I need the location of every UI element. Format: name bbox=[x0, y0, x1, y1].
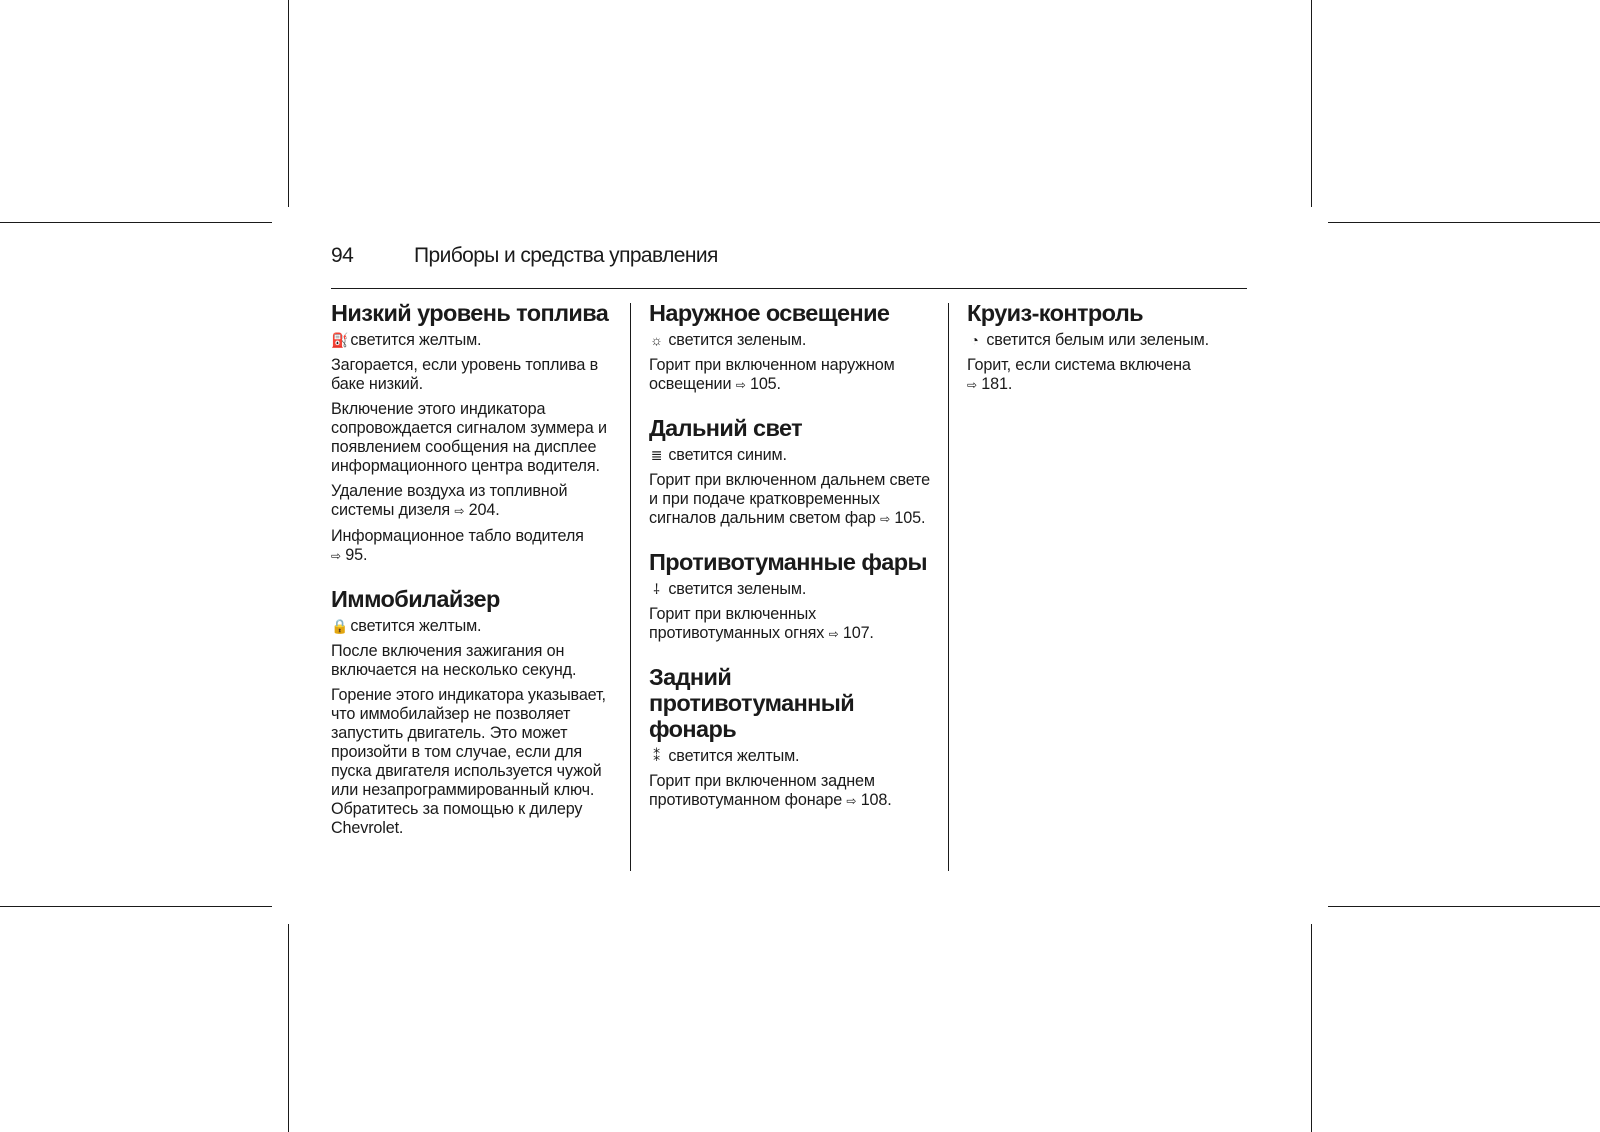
status-text: светится зеленым. bbox=[668, 331, 807, 349]
paragraph bbox=[331, 527, 616, 566]
page-ref-arrow-icon: ⇨ bbox=[454, 504, 465, 518]
paragraph bbox=[331, 482, 616, 521]
page-ref-arrow-icon: ⇨ bbox=[331, 549, 341, 563]
paragraph: Включение этого индикатора сопровождается сигналом зуммера и появлением сообщения на дисплее информационного центра водителя. bbox=[331, 400, 607, 475]
crop-mark bbox=[1311, 0, 1312, 207]
cruise-control-icon: ◔ bbox=[970, 332, 979, 348]
section-cruise-control bbox=[967, 300, 1252, 395]
page-ref-arrow-icon: ⇨ bbox=[967, 378, 977, 392]
paragraph bbox=[967, 356, 1252, 395]
high-beam-icon: ≣ bbox=[650, 447, 663, 463]
front-fog-light-icon: ⸸ bbox=[653, 581, 660, 597]
indicator-status bbox=[331, 617, 616, 636]
section-title: Низкий уровень топлива bbox=[331, 300, 609, 326]
column-divider bbox=[630, 303, 631, 871]
section-title: Круиз-контроль bbox=[967, 300, 1144, 326]
page-ref-arrow-icon: ⇨ bbox=[846, 794, 857, 808]
page-ref-arrow-icon: ⇨ bbox=[880, 512, 891, 526]
section-title: Задний противотуманный фонарь bbox=[649, 664, 855, 742]
page-ref[interactable]: 95. bbox=[345, 546, 368, 564]
indicator-status bbox=[649, 446, 934, 465]
section-title: Противотуманные фары bbox=[649, 549, 927, 575]
status-text: светится синим. bbox=[668, 446, 787, 464]
paragraph-text: Горит при включенном наружном освещении bbox=[649, 356, 895, 393]
section-rear-fog bbox=[649, 664, 934, 811]
status-text: светится желтым. bbox=[668, 747, 800, 765]
status-text: светится белым или зеленым. bbox=[986, 331, 1209, 349]
page-header bbox=[331, 244, 1247, 288]
crop-mark bbox=[288, 924, 289, 1132]
crop-mark bbox=[1328, 222, 1600, 223]
paragraph: После включения зажигания он включается на несколько секунд. bbox=[331, 642, 577, 679]
page-ref[interactable]: 105. bbox=[749, 375, 781, 393]
page-ref[interactable]: 105. bbox=[894, 509, 926, 527]
page-number: 94 bbox=[331, 244, 354, 267]
crop-mark bbox=[0, 906, 272, 907]
status-text: светится зеленым. bbox=[668, 580, 807, 598]
paragraph bbox=[649, 356, 934, 395]
indicator-status bbox=[967, 331, 1252, 350]
section-exterior-light bbox=[649, 300, 934, 395]
rear-fog-light-icon: ⁑ bbox=[653, 748, 660, 764]
section-low-fuel bbox=[331, 300, 616, 566]
paragraph: Горение этого индикатора указывает, что иммобилайзер не позволяет запустить двигатель. Это может произойти в том случае, если для пуска двигателя используется чужой или незапрограммированный ключ. Обратитесь за помощью к дилеру Chevrolet. bbox=[331, 686, 606, 837]
car-lock-icon: 🔒 bbox=[331, 618, 349, 634]
paragraph bbox=[649, 471, 934, 529]
indicator-status bbox=[649, 580, 934, 599]
side-lights-icon: ☼ bbox=[650, 332, 663, 348]
status-text: светится желтым. bbox=[350, 617, 482, 635]
paragraph-text: Горит при включенном заднем противотуманном фонаре bbox=[649, 772, 875, 809]
crop-mark bbox=[1311, 924, 1312, 1132]
paragraph bbox=[649, 605, 934, 644]
page-ref-arrow-icon: ⇨ bbox=[735, 378, 746, 392]
section-immobilizer bbox=[331, 586, 616, 838]
crop-mark bbox=[288, 0, 289, 207]
section-high-beam bbox=[649, 415, 934, 529]
fuel-pump-icon: ⛽ bbox=[331, 332, 349, 348]
crop-mark bbox=[1328, 906, 1600, 907]
page-ref-arrow-icon: ⇨ bbox=[828, 627, 839, 641]
chapter-title: Приборы и средства управления bbox=[414, 244, 718, 267]
indicator-status bbox=[649, 747, 934, 766]
page-ref[interactable]: 181. bbox=[981, 375, 1013, 393]
paragraph-text: Горит, если система включена bbox=[967, 356, 1191, 374]
page-ref[interactable]: 108. bbox=[860, 791, 892, 809]
paragraph: Загорается, если уровень топлива в баке низкий. bbox=[331, 356, 599, 393]
crop-mark bbox=[0, 222, 272, 223]
paragraph-text: Удаление воздуха из топливной системы дизеля bbox=[331, 482, 568, 519]
column-1 bbox=[331, 300, 616, 858]
indicator-status bbox=[331, 331, 616, 350]
section-fog-lights bbox=[649, 549, 934, 644]
section-title: Наружное освещение bbox=[649, 300, 890, 326]
section-title: Иммобилайзер bbox=[331, 586, 500, 612]
paragraph-text: Горит при включенном дальнем свете и при подаче кратковременных сигналов дальним светом фар bbox=[649, 471, 930, 527]
column-3 bbox=[967, 300, 1252, 415]
status-text: светится желтым. bbox=[350, 331, 482, 349]
header-rule bbox=[331, 288, 1247, 289]
paragraph bbox=[649, 772, 934, 811]
section-title: Дальний свет bbox=[649, 415, 803, 441]
column-2 bbox=[649, 300, 934, 831]
paragraph-text: Горит при включенных противотуманных огнях bbox=[649, 605, 825, 642]
page-ref[interactable]: 107. bbox=[842, 624, 874, 642]
indicator-status bbox=[649, 331, 934, 350]
column-divider bbox=[948, 303, 949, 871]
page-ref[interactable]: 204. bbox=[468, 501, 500, 519]
paragraph-text: Информационное табло водителя bbox=[331, 527, 584, 545]
